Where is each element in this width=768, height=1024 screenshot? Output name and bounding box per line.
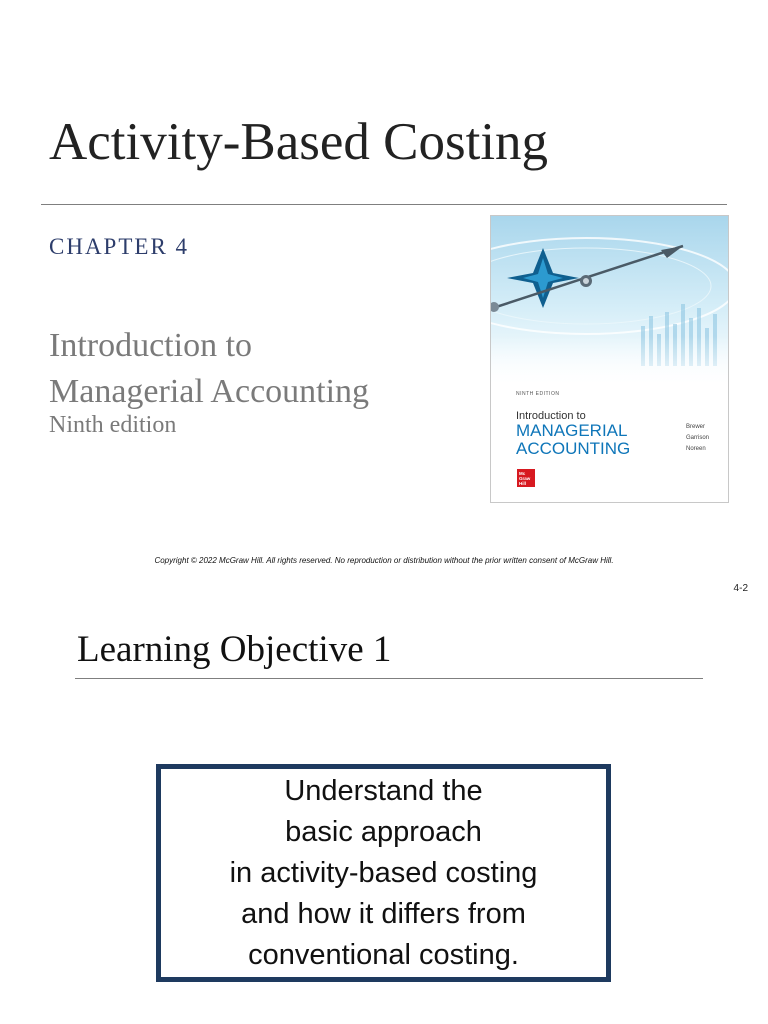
compass-illustration bbox=[491, 216, 729, 503]
cover-main-line-2: ACCOUNTING bbox=[516, 439, 631, 458]
objective-line: and how it differs from bbox=[241, 897, 526, 930]
slide-title: Activity-Based Costing bbox=[49, 113, 549, 171]
objective-line: in activity-based costing bbox=[229, 856, 538, 889]
objective-text bbox=[230, 771, 538, 976]
book-cover-image bbox=[490, 215, 729, 503]
book-title-line-1: Introduction to bbox=[49, 327, 253, 364]
cover-author: Brewer bbox=[686, 424, 706, 430]
logo-text-line: Graw bbox=[519, 476, 531, 481]
objective-line: conventional costing. bbox=[248, 938, 519, 971]
cover-main-title bbox=[516, 422, 630, 458]
objective-line: Understand the bbox=[284, 774, 483, 807]
objective-line: basic approach bbox=[285, 815, 482, 848]
objective-box bbox=[156, 764, 611, 982]
logo-text-line: Hill bbox=[519, 481, 527, 486]
cover-author: Garrison bbox=[686, 435, 710, 441]
edition-label: Ninth edition bbox=[49, 412, 177, 438]
cover-author: Noreen bbox=[686, 446, 706, 452]
mcgraw-hill-logo bbox=[517, 469, 535, 487]
chapter-label: CHAPTER 4 bbox=[49, 234, 190, 259]
heading-divider bbox=[75, 678, 703, 679]
cover-authors bbox=[686, 422, 709, 455]
title-divider bbox=[41, 204, 727, 205]
book-title-line-2: Managerial Accounting bbox=[49, 373, 370, 410]
page-number: 4-2 bbox=[733, 583, 748, 594]
cover-main-line-1: MANAGERIAL bbox=[516, 421, 628, 440]
book-title bbox=[49, 323, 369, 415]
cover-edition-label: NINTH EDITION bbox=[516, 391, 560, 397]
logo-text-line: Mc bbox=[519, 471, 526, 476]
learning-objective-slide bbox=[0, 580, 768, 1024]
copyright-notice: Copyright © 2022 McGraw Hill. All rights reserved. No reproduction or distribution without the prior written consent of McGraw Hill. bbox=[154, 556, 614, 565]
cover-intro-text: Introduction to bbox=[516, 410, 586, 422]
learning-objective-heading: Learning Objective 1 bbox=[77, 629, 392, 670]
